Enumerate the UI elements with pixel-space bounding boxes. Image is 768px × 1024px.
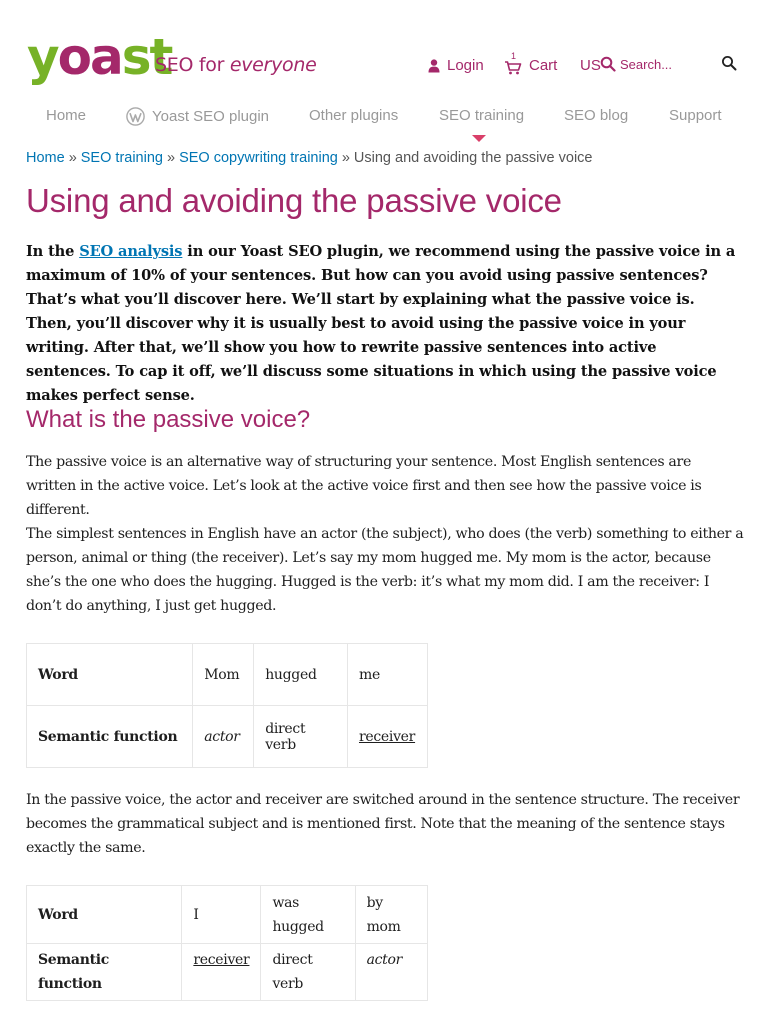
nav-item-yoast-seo-plugin[interactable] xyxy=(126,107,269,126)
nav-item-seo-training[interactable] xyxy=(439,107,524,124)
logo-wordmark: yoast xyxy=(27,28,172,86)
table-cell: actor xyxy=(193,706,254,768)
search-box xyxy=(598,53,740,75)
logo-tagline xyxy=(155,54,316,76)
table-cell: Semantic function xyxy=(27,944,182,1001)
cart-icon xyxy=(504,60,522,76)
login-link[interactable] xyxy=(428,57,484,74)
section-heading: What is the passive voice? xyxy=(26,406,311,433)
table-cell: Word xyxy=(27,886,182,944)
table-row xyxy=(27,644,428,706)
active-voice-table xyxy=(26,643,428,768)
login-label: Login xyxy=(447,57,484,74)
cart-link[interactable] xyxy=(504,50,558,74)
main-nav xyxy=(0,104,768,144)
page-title: Using and avoiding the passive voice xyxy=(26,182,562,219)
table-cell: was hugged xyxy=(261,886,355,944)
nav-label: SEO blog xyxy=(564,107,629,124)
table-row xyxy=(27,706,428,768)
nav-label: SEO training xyxy=(439,107,525,124)
table-cell: Word xyxy=(27,644,193,706)
breadcrumb-seo-copywriting-training[interactable]: SEO copywriting training xyxy=(179,150,338,166)
table-cell: I xyxy=(182,886,261,944)
table-row xyxy=(27,944,428,1001)
search-icon xyxy=(600,56,616,72)
logo-wordmark-accent: oa xyxy=(57,28,122,86)
breadcrumb-separator: » xyxy=(68,150,77,166)
breadcrumb-separator: » xyxy=(341,150,350,166)
paragraph-active-example: The simplest sentences in English have an actor (the subject), who does (the verb) something to either a person, animal or thing (the receiver). Let’s say my mom hugged me. My mom is the actor, because she’s the one who does the hugging. Hugged is the verb: it’s what my mom did. I am the receiver: I don’t do anything, I just get hugged. xyxy=(26,526,744,614)
passive-voice-table xyxy=(26,885,428,1001)
table-cell: Semantic function xyxy=(27,706,193,768)
table-cell xyxy=(182,944,261,1001)
cart-icon-wrap xyxy=(504,50,522,74)
search-input[interactable] xyxy=(620,53,715,75)
table-cell: direct verb xyxy=(261,944,355,1001)
nav-label: Other plugins xyxy=(309,107,399,124)
receiver-text: receiver xyxy=(358,728,416,745)
search-submit-icon[interactable] xyxy=(720,55,738,73)
wordpress-icon xyxy=(126,107,145,126)
nav-label: Yoast SEO plugin xyxy=(152,108,270,125)
paragraph-passive-intro: The passive voice is an alternative way of structuring your sentence. Most English sentences are written in the active voice. Let’s look at the active voice first and then see how the passive voice is different. xyxy=(26,454,702,518)
seo-analysis-link[interactable]: SEO analysis xyxy=(79,243,183,260)
intro-paragraph xyxy=(26,240,744,408)
active-nav-indicator xyxy=(472,135,486,142)
table-cell: Mom xyxy=(193,644,254,706)
site-header xyxy=(0,0,768,94)
receiver-text: receiver xyxy=(193,952,250,968)
intro-after: in our Yoast SEO plugin, we recommend using the passive voice in a maximum of 10% of your sentences. But how can you avoid using passive sentences? That’s what you’ll discover here. We’ll start by explaining what the passive voice is. Then, you’ll discover why it is usually best to avoid using the passive voice in your writing. After that, we’ll show you how to rewrite passive sentences into active sentences. To cap it off, we’ll discuss some situations in which using the passive voice makes perfect sense. xyxy=(26,243,736,404)
intro-before: In the xyxy=(26,243,80,260)
breadcrumb-current: Using and avoiding the passive voice xyxy=(353,150,593,166)
table-row xyxy=(27,886,428,944)
currency-label: US xyxy=(580,57,601,74)
breadcrumb-seo-training[interactable]: SEO training xyxy=(80,150,163,166)
nav-item-support[interactable] xyxy=(669,107,722,124)
paragraph-passive-explained: In the passive voice, the actor and receiver are switched around in the sentence structure. The receiver becomes the grammatical subject and is mentioned first. Note that the meaning of the sentence stays exactly the same. xyxy=(26,792,740,856)
cart-count: 1 xyxy=(511,50,517,61)
nav-item-seo-blog[interactable] xyxy=(564,107,628,124)
nav-item-home[interactable] xyxy=(46,107,86,124)
table-cell: actor xyxy=(355,944,427,1001)
tagline-emphasis: everyone xyxy=(229,54,317,76)
tagline-prefix: SEO for xyxy=(155,54,230,76)
breadcrumb-home[interactable]: Home xyxy=(26,150,65,166)
nav-label: Support xyxy=(669,107,722,124)
table-cell: direct verb xyxy=(254,706,348,768)
cart-label: Cart xyxy=(529,57,558,74)
breadcrumb xyxy=(26,150,593,166)
breadcrumb-separator: » xyxy=(166,150,176,166)
table-cell: hugged xyxy=(254,644,348,706)
nav-item-other-plugins[interactable] xyxy=(309,107,398,124)
table-cell: by mom xyxy=(355,886,427,944)
nav-label: Home xyxy=(46,107,87,124)
user-icon xyxy=(428,59,440,73)
table-cell: me xyxy=(347,644,427,706)
table-cell xyxy=(347,706,427,768)
